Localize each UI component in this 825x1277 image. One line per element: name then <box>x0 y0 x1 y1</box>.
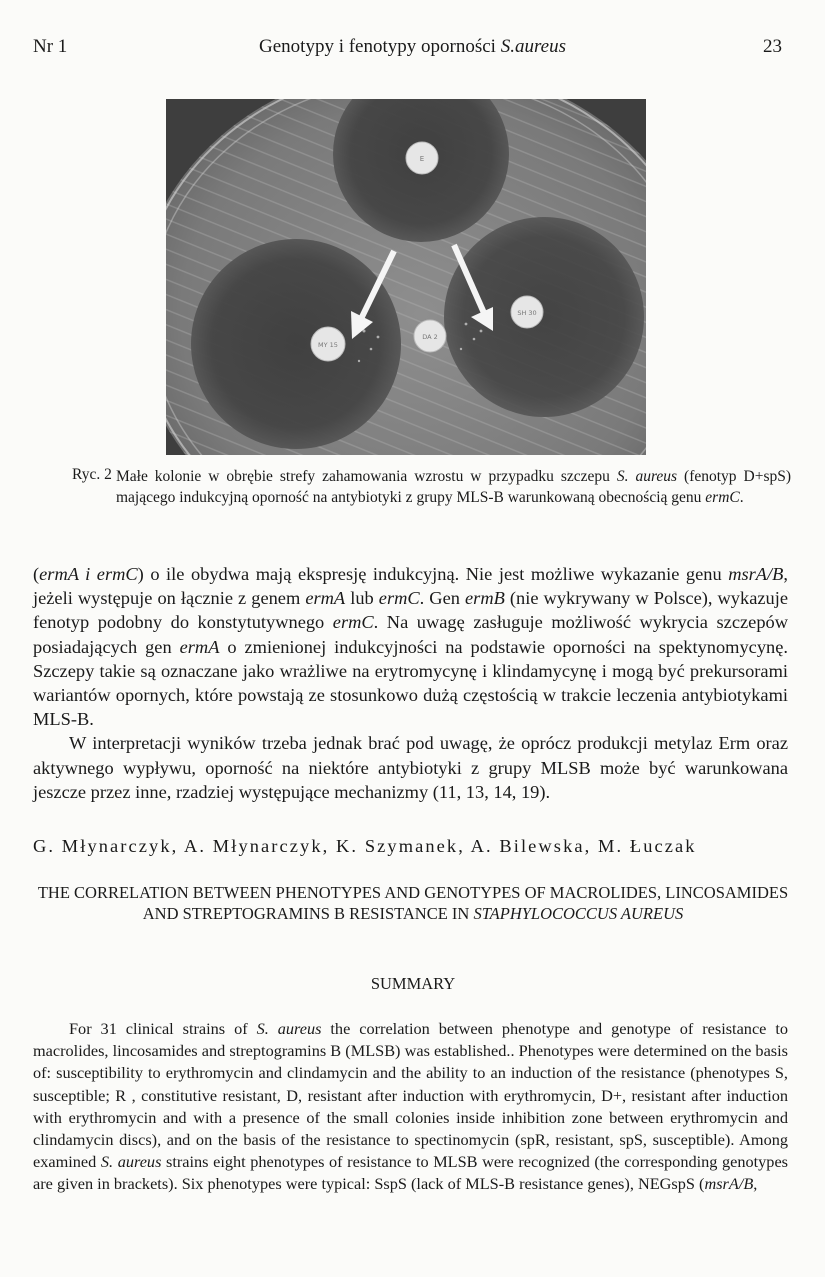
figure-label: Ryc. 2 <box>72 466 112 483</box>
figure-caption: Małe kolonie w obrębie strefy zahamowania wzrostu w przypadku szczepu S. aureus (fenotyp D+spS) mającego indukcyjną oporność na antybiotyki z grupy MLS-B warunkowaną obecnością genu ermC. <box>116 468 792 506</box>
petri-dish-photo <box>166 99 646 455</box>
disc-label-center: DA 2 <box>422 333 438 341</box>
disc-label-left: MY 15 <box>318 341 338 349</box>
running-header-title: Genotypy i fenotypy oporności S.aureus <box>259 36 566 57</box>
body-text <box>33 562 788 804</box>
summary-text: For 31 clinical strains of S. aureus the correlation between phenotype and genotype of resistance to macrolides, lincosamides and streptogramins B (MLSB) was established.. Phenotypes were determined on the basis of: susceptibility to erythromycin and clindamycin and the ability to an induction of the resistance (phenotypes S, susceptible; R , constitutive resistant, D, resistant after induction with erythromycin, D+, resistant after induction with erythromycin and with a presence of the small colonies inside inhibition zone between erythromycin and clindamycin discs), and on the basis of the resistance to spectinomycin (spR, resistant, spS, susceptible). Among examined S. aureus strains eight phenotypes of resistance to MLSB were recognized (the corresponding genotypes are given in brackets). Six phenotypes were typical: SspS (lack of MLS-B resistance genes), NEGspS (msrA/B, <box>33 1019 789 1194</box>
running-header-journal-number: Nr 1 <box>33 36 68 57</box>
page-number: 23 <box>763 36 782 57</box>
summary-heading: SUMMARY <box>370 974 456 993</box>
body-paragraph-2: W interpretacji wyników trzeba jednak brać pod uwagę, że oprócz produkcji metylaz Erm oraz aktywnego wypływu, oporność na niektóre antybiotyki z grupy MLSB może być warunkowana jeszcze przez inne, rzadziej występujące mechanizmy (11, 13, 14, 19). <box>33 733 788 802</box>
disc-label-right: SH 30 <box>517 309 537 317</box>
author-list: G. Młynarczyk, A. Młynarczyk, K. Szymanek, A. Bilewska, M. Łuczak <box>33 836 697 856</box>
english-title: THE CORRELATION BETWEEN PHENOTYPES AND GENOTYPES OF MACROLIDES, LINCOSAMIDES AND STREPTOGRAMINS B RESISTANCE IN STAPHYLOCOCCUS AUREUS <box>37 883 789 923</box>
disc-label-top: E <box>419 155 425 163</box>
petri-dish-illustration <box>166 99 646 455</box>
body-paragraph-1: (ermA i ermC) o ile obydwa mają ekspresję indukcyjną. Nie jest możliwe wykazanie genu msrA/B, jeżeli występuje on łącznie z genem ermA lub ermC. Gen ermB (nie wykrywany w Polsce), wykazuje fenotyp podobny do konstytutywnego ermC. Na uwagę zasługuje możliwość wykrycia szczepów posiadających gen ermA o zmienionej indukcyjności na podstawie oporności na spektynomycynę. Szczepy takie są oznaczane jako wrażliwe na erytromycynę i klindamycynę i mogą być prekursorami wariantów opornych, które powstają ze stosunkowo dużą częstością w trakcie leczenia antybiotykami MLS-B. <box>33 564 788 730</box>
